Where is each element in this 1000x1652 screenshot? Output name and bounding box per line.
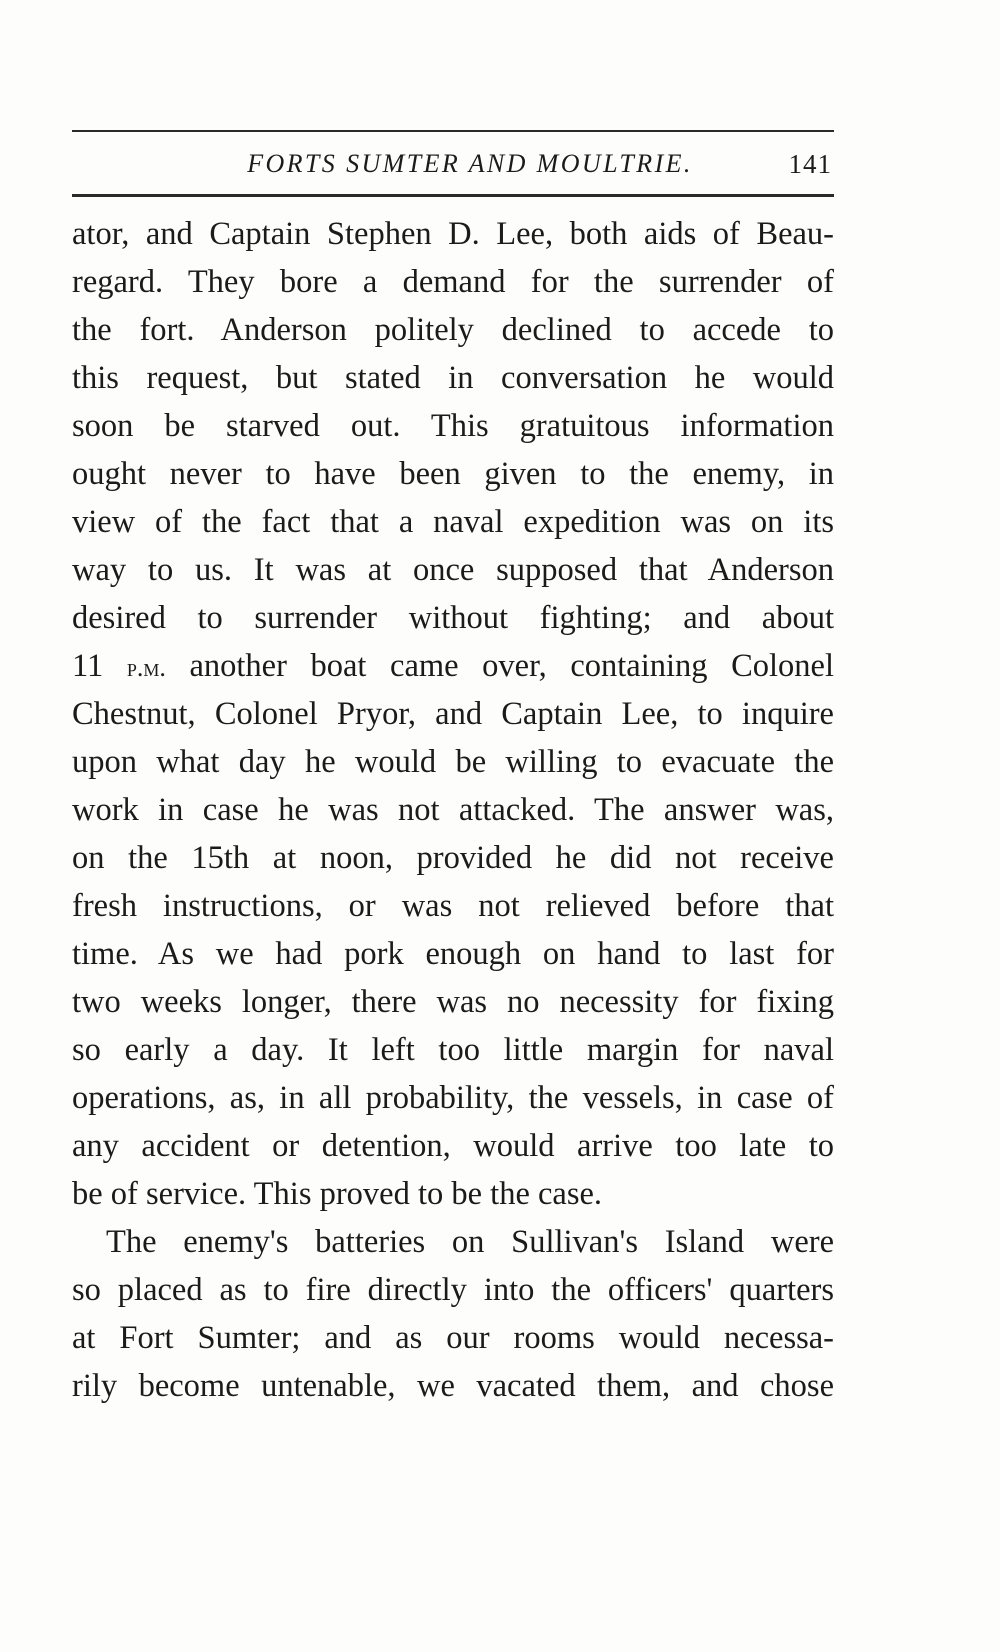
text-line: fresh instructions, or was not relieved before that	[72, 888, 834, 924]
text-line: time. As we had pork enough on hand to last for	[72, 936, 834, 972]
text-line: the fort. Anderson politely declined to accede to	[72, 312, 834, 348]
text-line: operations, as, in all probability, the vessels, in case of	[72, 1080, 834, 1116]
text-line: at Fort Sumter; and as our rooms would necessa-	[72, 1320, 834, 1356]
text-line: desired to surrender without fighting; and about	[72, 600, 834, 636]
text-line: this request, but stated in conversation he would	[72, 360, 834, 396]
text-line: work in case he was not attacked. The answer was,	[72, 792, 834, 828]
text-line: two weeks longer, there was no necessity for fixing	[72, 984, 834, 1020]
text-line: so placed as to fire directly into the officers' quarters	[72, 1272, 834, 1308]
text-line: regard. They bore a demand for the surrender of	[72, 264, 834, 300]
text-line: be of service. This proved to be the case.	[72, 1176, 603, 1212]
text-line: way to us. It was at once supposed that Anderson	[72, 552, 834, 588]
text-line: The enemy's batteries on Sullivan's Island were	[106, 1224, 834, 1260]
text-line: any accident or detention, would arrive too late to	[72, 1128, 834, 1164]
text-line: Chestnut, Colonel Pryor, and Captain Lee, to inquire	[72, 696, 834, 732]
text-line: 11 p.m. another boat came over, containing Colonel	[72, 648, 834, 684]
text-line: ator, and Captain Stephen D. Lee, both aids of Beau-	[72, 216, 834, 252]
running-head: FORTS SUMTER AND MOULTRIE.	[247, 149, 693, 178]
page-header	[72, 142, 834, 186]
text-line: upon what day he would be willing to evacuate the	[72, 744, 834, 780]
page-number: 141	[788, 149, 832, 179]
header-top-rule	[72, 130, 834, 132]
text-line: ought never to have been given to the enemy, in	[72, 456, 834, 492]
text-line: on the 15th at noon, provided he did not receive	[72, 840, 834, 876]
text-line: view of the fact that a naval expedition was on its	[72, 504, 834, 540]
text-line: soon be starved out. This gratuitous information	[72, 408, 834, 444]
text-line: rily become untenable, we vacated them, and chose	[72, 1368, 834, 1404]
text-line: so early a day. It left too little margin for naval	[72, 1032, 834, 1068]
header-bottom-rule	[72, 194, 834, 197]
